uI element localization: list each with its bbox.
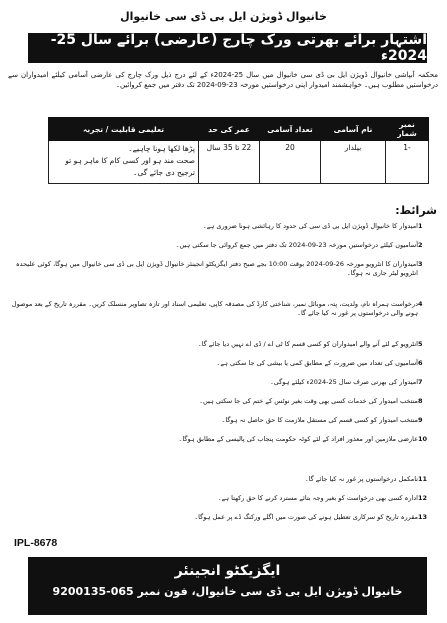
- qualification-line-1: پڑھا لکھا ہونا چاہیے۔: [128, 144, 195, 153]
- condition-number: 2: [418, 241, 423, 249]
- list-item: [8, 340, 440, 359]
- cell-qualification: [49, 141, 199, 184]
- condition-text: امیدوار کی بھرتی صرف سال 25-2024ء کیلئے ہوگی۔: [269, 378, 418, 386]
- list-item: [8, 494, 440, 513]
- header-qualification: تعلیمی قابلیت / تجربہ: [49, 118, 199, 141]
- list-item: [8, 300, 440, 340]
- condition-number: 5: [418, 340, 423, 348]
- condition-number: 3: [418, 260, 423, 268]
- ipl-code: IPL-8678: [14, 537, 58, 549]
- title-banner: [28, 33, 427, 63]
- list-item: [8, 513, 440, 532]
- header-serial: نمبر شمار: [386, 118, 429, 141]
- footer-title: ایگزیکٹو انجینئر: [174, 563, 281, 579]
- cell-age: 22 تا 35 سال: [199, 141, 260, 184]
- list-item: [8, 475, 440, 494]
- condition-number: 13: [418, 513, 428, 521]
- condition-text: منتخب امیدوار کو کسی قسم کی مستقل ملازمت کا حق حاصل نہ ہوگا۔: [221, 416, 418, 424]
- cell-post: بیلدار: [321, 141, 386, 184]
- condition-number: 10: [418, 435, 428, 443]
- condition-text: آسامیوں کیلئے درخواستیں مورخہ 23-09-2024 تک دفتر میں جمع کروائی جا سکتی ہیں۔: [175, 241, 418, 249]
- list-item: [8, 416, 440, 435]
- condition-text: انٹرویو کے لئے آنے والے امیدواران کو کسی قسم کا ٹی اے / ڈی اے نہیں دیا جائے گا۔: [197, 340, 418, 348]
- header-age: عمر کی حد: [199, 118, 260, 141]
- conditions-title: شرائط:: [395, 204, 437, 217]
- condition-number: 11: [418, 475, 428, 483]
- condition-number: 7: [418, 378, 423, 386]
- qualification-line-2: صحت مند ہو اور کسی کام کا ماہر ہو تو ترجیح دی جائے گی۔: [65, 156, 195, 177]
- header-count: تعداد آسامی: [260, 118, 321, 141]
- condition-text: ادارہ کسی بھی درخواست کو بغیر وجہ بتائے مسترد کرنے کا حق رکھتا ہے۔: [217, 494, 418, 502]
- footer-banner: [28, 557, 427, 615]
- list-item: [8, 359, 440, 378]
- list-item: [8, 378, 440, 397]
- list-item: [8, 222, 440, 241]
- condition-text: عارضی ملازمین اور معذور افراد کے لئے کوٹہ حکومت پنجاب کی پالیسی کے مطابق ہوگا۔: [178, 435, 418, 443]
- posts-table: [48, 117, 429, 184]
- cell-serial: -1: [386, 141, 429, 184]
- condition-number: 12: [418, 494, 428, 502]
- office-heading: خانیوال ڈویژن ایل بی ڈی سی خانیوال: [120, 10, 327, 23]
- condition-number: 6: [418, 359, 423, 367]
- list-item: [8, 241, 440, 260]
- condition-text: منتخب امیدوار کی خدمات کسی بھی وقت بغیر نوٹس کے ختم کی جا سکتی ہیں۔: [199, 397, 418, 405]
- table-row: [49, 141, 429, 184]
- condition-text: نامکمل درخواستوں پر غور نہ کیا جائے گا۔: [304, 475, 418, 483]
- condition-text: درخواست ہمراہ نام، ولدیت، پتہ، موبائل نمبر، شناختی کارڈ کی مصدقہ کاپی، تعلیمی اسناد اور تازہ تصاویر منسلک کریں۔ مقررہ تاریخ کے بعد موصول ہونے والی درخواستوں پر غور نہ کیا جائے گا۔: [11, 300, 418, 317]
- condition-number: 9: [418, 416, 423, 424]
- intro-paragraph: محکمہ آبپاشی خانیوال ڈویژن ایل بی ڈی سی خانیوال میں سال 25-2024ء کے لئے درج ذیل ورک چارج کی عارضی آسامی کیلئے امیدواران سے درخواستیں مطلوب ہیں۔ خواہشمند امیدوار اپنی درخواستیں مورخہ 23-09-2024 تک دفتر میں جمع کروائیں۔: [8, 71, 438, 89]
- footer-address: خانیوال ڈویژن ایل بی ڈی سی خانیوال، فون نمبر 065-9200135: [52, 585, 403, 598]
- list-item: [8, 260, 440, 300]
- banner-title: اشتہار برائے بھرتی ورک چارج (عارضی) برائے سال 25-2024ء: [50, 32, 427, 64]
- table-header-row: [49, 118, 429, 141]
- header-post: نام آسامی: [321, 118, 386, 141]
- condition-text: امیدواران کا انٹرویو مورخہ 26-09-2024 بوقت 10:00 بجے صبح دفتر ایگزیکٹو انجینئر خانیوال ڈویژن ایل بی ڈی سی خانیوال میں ہوگا، کوئی علیحدہ انٹرویو لیٹر جاری نہ ہوگا۔: [15, 260, 418, 277]
- condition-number: 8: [418, 397, 423, 405]
- cell-count: 20: [260, 141, 321, 184]
- condition-text: مقررہ تاریخ کو سرکاری تعطیل ہونے کی صورت میں اگلے ورکنگ ڈے پر عمل ہوگا۔: [194, 513, 418, 521]
- conditions-list: [8, 222, 440, 532]
- condition-number: 4: [418, 300, 423, 308]
- condition-text: آسامیوں کی تعداد میں ضرورت کے مطابق کمی یا بیشی کی جا سکتی ہے۔: [216, 359, 418, 367]
- list-item: [8, 435, 440, 475]
- condition-number: 1: [418, 222, 423, 230]
- condition-text: امیدوار کا خانیوال ڈویژن ایل بی ڈی سی کی حدود کا رہائشی ہونا ضروری ہے۔: [202, 222, 418, 230]
- list-item: [8, 397, 440, 416]
